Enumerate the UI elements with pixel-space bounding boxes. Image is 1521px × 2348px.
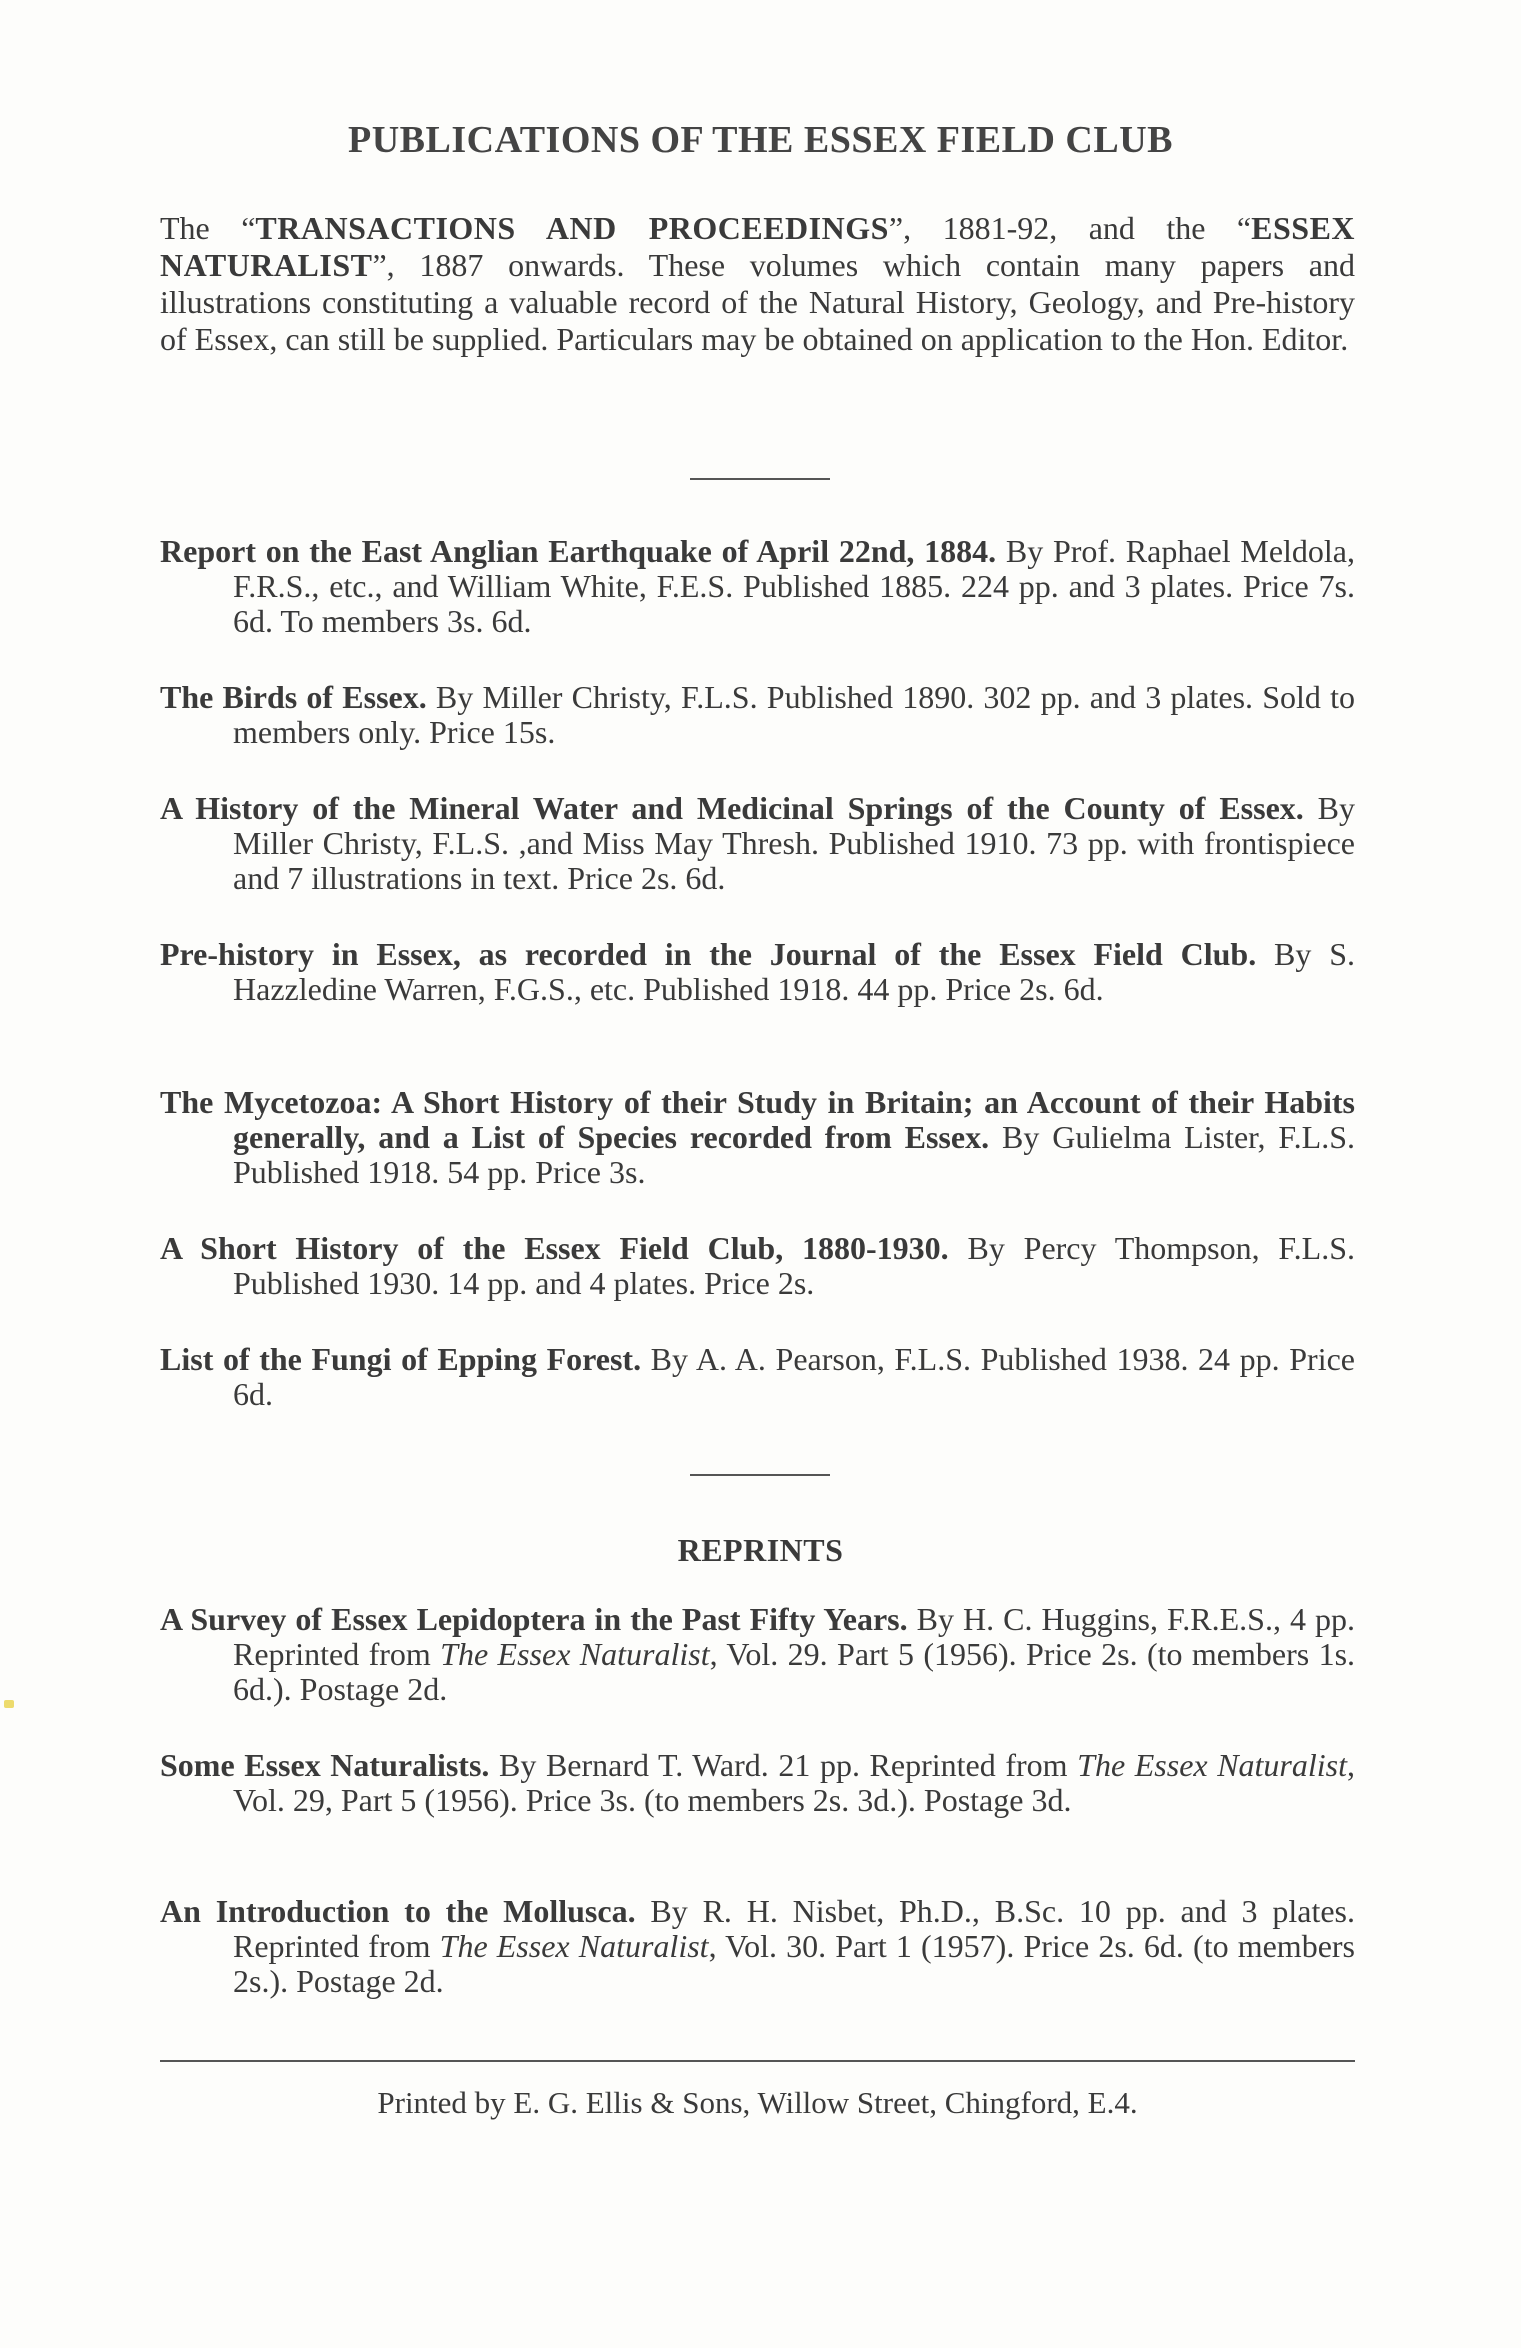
footer-rule bbox=[160, 2060, 1355, 2062]
publication-title: The Birds of Essex. bbox=[160, 679, 427, 715]
publication-details: By Percy Thompson, F.L.S. Published 1930. 14 pp. and 4 plates. Price 2s. bbox=[233, 1230, 1356, 1301]
reprint-journal: The Essex Naturalist bbox=[439, 1928, 709, 1964]
publication-details: By S. Hazzledine Warren, F.G.S., etc. Published 1918. 44 pp. Price 2s. 6d. bbox=[233, 936, 1355, 1007]
page-title: PUBLICATIONS OF THE ESSEX FIELD CLUB bbox=[348, 119, 1173, 161]
publication-entry-prehistory bbox=[160, 937, 1355, 1007]
publication-title: A Short History of the Essex Field Club, 1880-1930. bbox=[160, 1230, 949, 1266]
publication-details: By A. A. Pearson, F.L.S. Published 1938. 24 pp. Price 6d. bbox=[233, 1341, 1356, 1412]
divider-short-2 bbox=[690, 1474, 830, 1476]
reprint-details: By H. C. Huggins, F.R.E.S., 4 pp. Reprinted from bbox=[233, 1601, 1355, 1672]
reprint-details: By Bernard T. Ward. 21 pp. Reprinted from bbox=[489, 1747, 1078, 1783]
intro-text-2: ”, 1881-92, and the “ bbox=[888, 210, 1252, 246]
reprint-details-end: , Vol. 29. Part 5 (1956). Price 2s. (to members 1s. 6d.). Postage 2d. bbox=[233, 1636, 1356, 1707]
publication-entry-fungi bbox=[160, 1342, 1355, 1412]
publication-details: By Prof. Raphael Meldola, F.R.S., etc., and William White, F.E.S. Published 1885. 224 pp. and 3 plates. Price 7s. 6d. To members 3s. 6d. bbox=[233, 533, 1356, 639]
divider-short-1 bbox=[690, 478, 830, 480]
publication-title: Pre-history in Essex, as recorded in the Journal of the Essex Field Club. bbox=[160, 936, 1257, 972]
publication-entry-mycetozoa bbox=[160, 1085, 1355, 1190]
reprint-title: Some Essex Naturalists. bbox=[160, 1747, 490, 1783]
reprints-heading: REPRINTS bbox=[677, 1532, 844, 1568]
publication-entry-birds bbox=[160, 680, 1355, 750]
publication-title: A History of the Mineral Water and Medicinal Springs of the County of Essex. bbox=[160, 790, 1304, 826]
reprint-entry-lepidoptera bbox=[160, 1602, 1355, 1707]
reprint-details-end: , Vol. 30. Part 1 (1957). Price 2s. 6d. (to members 2s.). Postage 2d. bbox=[233, 1928, 1356, 1999]
reprint-journal: The Essex Naturalist bbox=[440, 1636, 710, 1672]
scan-mark bbox=[4, 1700, 14, 1708]
intro-title-naturalist: ESSEX NATURALIST bbox=[160, 210, 1356, 283]
reprint-journal: The Essex Naturalist bbox=[1077, 1747, 1348, 1783]
publication-entry-mineral-water bbox=[160, 791, 1355, 896]
reprint-details-end: , Vol. 29, Part 5 (1956). Price 3s. (to members 2s. 3d.). Postage 3d. bbox=[233, 1747, 1356, 1818]
publication-title: Report on the East Anglian Earthquake of April 22nd, 1884. bbox=[160, 533, 997, 569]
publication-title: The Mycetozoa: A Short History of their Study in Britain; an Account of their Habits generally, and a List of Species recorded from Essex. bbox=[160, 1084, 1355, 1155]
intro-text-1: The “ bbox=[160, 210, 256, 246]
intro-text-3: ”, 1887 onwards. These volumes which contain many papers and illustrations constituting a valuable record of the Natural History, Geology, and Pre-history of Essex, can still be supplied. Particulars may be obtained on application to the Hon. Editor. bbox=[160, 247, 1355, 357]
reprint-entry-mollusca bbox=[160, 1894, 1355, 1999]
publication-entry-club-history bbox=[160, 1231, 1355, 1301]
printer-footer: Printed by E. G. Ellis & Sons, Willow Street, Chingford, E.4. bbox=[377, 2085, 1138, 2120]
reprint-details: By R. H. Nisbet, Ph.D., B.Sc. 10 pp. and 3 plates. Reprinted from bbox=[233, 1893, 1356, 1964]
intro-title-transactions: TRANSACTIONS AND PROCEEDINGS bbox=[255, 210, 889, 246]
reprint-entry-naturalists bbox=[160, 1748, 1355, 1818]
publication-entry-earthquake bbox=[160, 534, 1355, 639]
publication-title: List of the Fungi of Epping Forest. bbox=[160, 1341, 642, 1377]
reprint-title: A Survey of Essex Lepidoptera in the Past Fifty Years. bbox=[160, 1601, 908, 1637]
intro-paragraph bbox=[160, 210, 1355, 358]
publication-details: By Gulielma Lister, F.L.S. Published 1918. 54 pp. Price 3s. bbox=[233, 1119, 1356, 1190]
publication-details: By Miller Christy, F.L.S. Published 1890. 302 pp. and 3 plates. Sold to members only. Price 15s. bbox=[233, 679, 1356, 750]
publication-details: By Miller Christy, F.L.S. ,and Miss May Thresh. Published 1910. 73 pp. with frontispiece and 7 illustrations in text. Price 2s. 6d. bbox=[233, 790, 1356, 896]
reprint-title: An Introduction to the Mollusca. bbox=[160, 1893, 636, 1929]
